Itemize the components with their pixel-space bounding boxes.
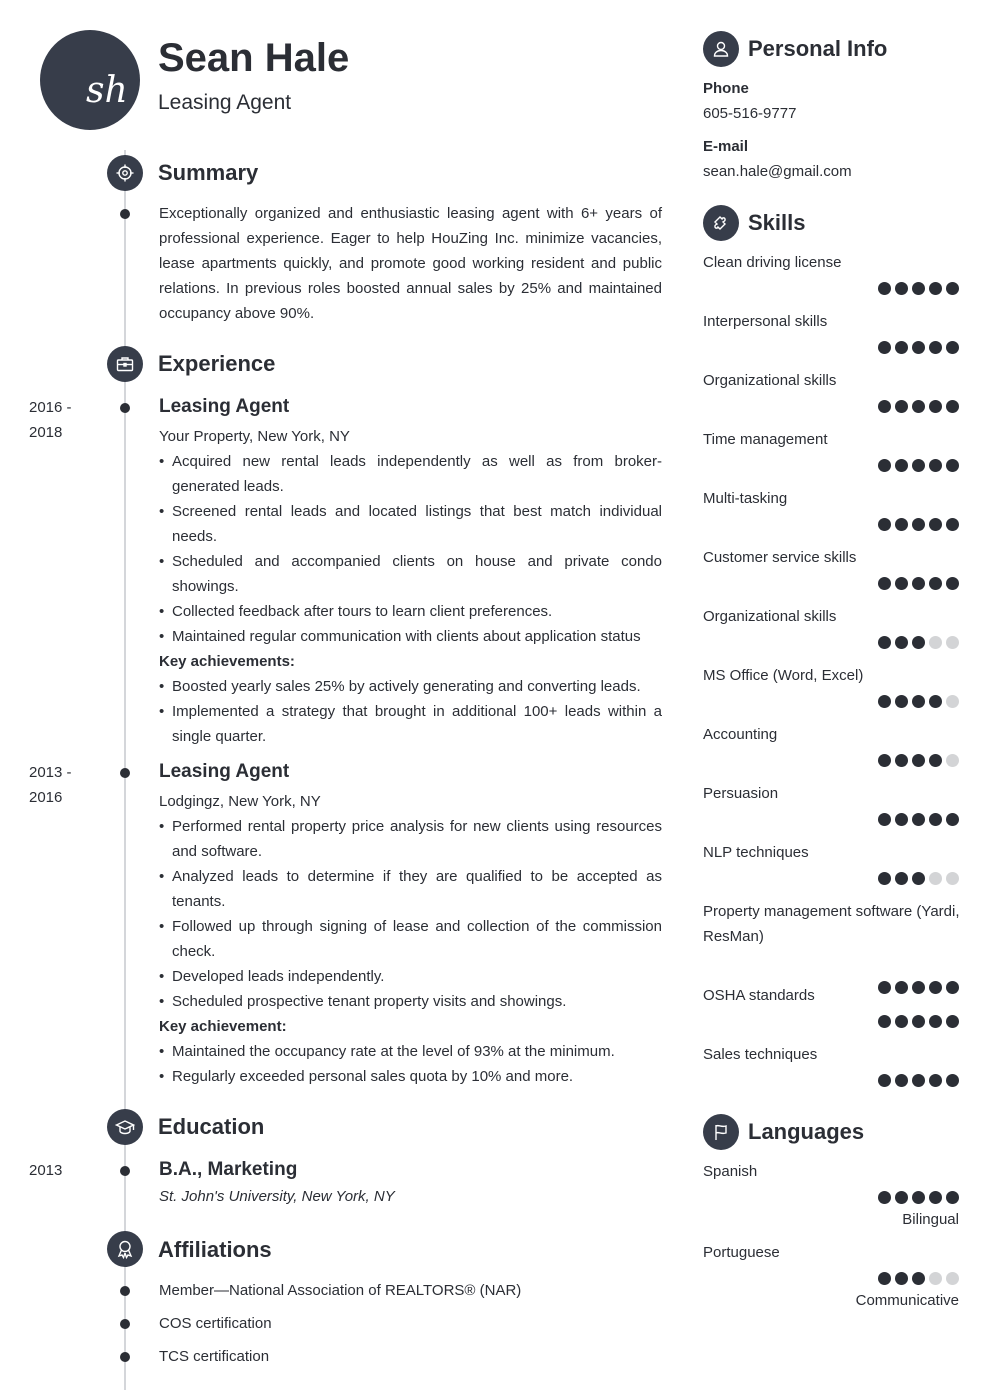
language-level: Bilingual xyxy=(902,1211,959,1228)
rating-dots xyxy=(878,813,959,826)
language-name: Spanish xyxy=(703,1163,758,1180)
target-icon xyxy=(107,155,143,191)
rating-dot-filled xyxy=(895,518,908,531)
summary-text: Exceptionally organized and enthusiastic leasing agent with 6+ years of professional experience. Eager to help HouZing Inc. minimize vacancies, lease apartments quickly, and promote good working resident and public relations. In previous roles boosted annual sales by 25% and maintained occupancy above 90%. xyxy=(159,205,662,322)
rating-dot-filled xyxy=(878,1191,891,1204)
job-details xyxy=(159,424,662,749)
avatar-initials: sh xyxy=(86,70,128,111)
rating-dot-filled xyxy=(878,754,891,767)
list-item: • Performed rental property price analysis for new clients using resources and software. xyxy=(159,814,662,864)
list-item: • Scheduled prospective tenant property visits and showings. xyxy=(159,989,662,1014)
job-date-start: 2016 - xyxy=(29,399,72,416)
achievements-heading: Key achievements: xyxy=(159,653,295,670)
rating-dot-filled xyxy=(878,872,891,885)
skill-name: OSHA standards xyxy=(703,987,815,1004)
section-title-skills: Skills xyxy=(748,210,806,235)
skill-name: NLP techniques xyxy=(703,844,809,861)
rating-dot-filled xyxy=(929,1015,942,1028)
rating-dot-filled xyxy=(912,341,925,354)
rating-dot-filled xyxy=(895,636,908,649)
list-item: • Screened rental leads and located listings that best match individual needs. xyxy=(159,499,662,549)
rating-dot-filled xyxy=(929,1074,942,1087)
rating-dot-filled xyxy=(929,400,942,413)
rating-dot-empty xyxy=(946,636,959,649)
rating-dot-filled xyxy=(946,1015,959,1028)
rating-dot-empty xyxy=(929,636,942,649)
avatar xyxy=(40,30,140,130)
rating-dot-empty xyxy=(929,1272,942,1285)
rating-dot-filled xyxy=(929,1191,942,1204)
timeline-dot xyxy=(120,1319,130,1329)
rating-dot-filled xyxy=(895,813,908,826)
rating-dot-filled xyxy=(912,577,925,590)
list-item: • Implemented a strategy that brought in additional 100+ leads within a single quarter. xyxy=(159,699,662,749)
job-role: Leasing Agent xyxy=(159,396,290,417)
rating-dots xyxy=(878,636,959,649)
rating-dot-filled xyxy=(895,695,908,708)
list-item: • Maintained regular communication with clients about application status xyxy=(159,624,662,649)
rating-dot-filled xyxy=(895,400,908,413)
rating-dot-filled xyxy=(929,695,942,708)
rating-dots xyxy=(878,459,959,472)
user-icon xyxy=(703,31,739,67)
language-name: Portuguese xyxy=(703,1244,780,1261)
list-item: • Maintained the occupancy rate at the level of 93% at the minimum. xyxy=(159,1039,662,1064)
rating-dot-filled xyxy=(946,577,959,590)
phone-value: 605-516-9777 xyxy=(703,105,797,122)
rating-dot-filled xyxy=(929,282,942,295)
section-title-summary: Summary xyxy=(158,160,259,185)
list-item: • Followed up through signing of lease and collection of the commission check. xyxy=(159,914,662,964)
job-date-end: 2018 xyxy=(29,424,63,441)
rating-dot-filled xyxy=(895,1015,908,1028)
job-date-start: 2013 - xyxy=(29,764,72,781)
rating-dot-filled xyxy=(946,1191,959,1204)
rating-dot-filled xyxy=(912,1272,925,1285)
rating-dots xyxy=(878,695,959,708)
list-item: • Analyzed leads to determine if they are qualified to be accepted as tenants. xyxy=(159,864,662,914)
rating-dots xyxy=(878,1272,959,1285)
rating-dots xyxy=(878,518,959,531)
briefcase-icon xyxy=(107,346,143,382)
rating-dot-filled xyxy=(895,282,908,295)
job-company: Lodgingz, New York, NY xyxy=(159,793,321,810)
list-item: • Boosted yearly sales 25% by actively generating and converting leads. xyxy=(159,674,662,699)
education-degree: B.A., Marketing xyxy=(159,1159,298,1180)
skill-name: Accounting xyxy=(703,726,778,743)
rating-dots xyxy=(878,1015,959,1028)
rating-dot-filled xyxy=(912,813,925,826)
rating-dot-filled xyxy=(929,341,942,354)
job-bullets xyxy=(159,449,662,649)
rating-dots xyxy=(878,1074,959,1087)
skill-name: Property management software (Yardi, ResMan) xyxy=(703,903,960,945)
candidate-name: Sean Hale xyxy=(158,36,350,80)
rating-dot-filled xyxy=(912,518,925,531)
rating-dot-filled xyxy=(929,813,942,826)
rating-dot-filled xyxy=(946,282,959,295)
timeline-dot xyxy=(120,209,130,219)
rating-dot-filled xyxy=(912,872,925,885)
rating-dot-filled xyxy=(878,695,891,708)
award-ribbon-icon xyxy=(107,1231,143,1267)
rating-dot-filled xyxy=(895,1191,908,1204)
language-level: Communicative xyxy=(855,1292,959,1309)
rating-dots xyxy=(878,341,959,354)
candidate-title: Leasing Agent xyxy=(158,91,292,114)
rating-dots xyxy=(878,400,959,413)
rating-dot-filled xyxy=(946,518,959,531)
rating-dot-filled xyxy=(912,754,925,767)
rating-dots xyxy=(878,754,959,767)
rating-dot-empty xyxy=(946,695,959,708)
flag-icon xyxy=(703,1114,739,1150)
rating-dot-empty xyxy=(929,872,942,885)
job-date-end: 2016 xyxy=(29,789,63,806)
rating-dot-filled xyxy=(878,341,891,354)
list-item: • Collected feedback after tours to learn client preferences. xyxy=(159,599,662,624)
rating-dot-filled xyxy=(912,695,925,708)
rating-dot-filled xyxy=(895,754,908,767)
list-item: • Regularly exceeded personal sales quota by 10% and more. xyxy=(159,1064,662,1089)
rating-dot-empty xyxy=(946,754,959,767)
job-date xyxy=(29,395,89,445)
timeline-dot xyxy=(120,1352,130,1362)
timeline-dot xyxy=(120,403,130,413)
rating-dot-filled xyxy=(946,813,959,826)
rating-dot-filled xyxy=(912,1191,925,1204)
skill-name: Organizational skills xyxy=(703,608,837,625)
affiliation-item: TCS certification xyxy=(159,1348,270,1365)
affiliation-item: COS certification xyxy=(159,1315,272,1332)
skill-name: Customer service skills xyxy=(703,549,857,566)
skill-name: Organizational skills xyxy=(703,372,837,389)
rating-dot-filled xyxy=(912,400,925,413)
section-title-experience: Experience xyxy=(158,351,276,376)
graduation-cap-icon xyxy=(107,1109,143,1145)
rating-dot-filled xyxy=(895,872,908,885)
rating-dot-filled xyxy=(878,813,891,826)
rating-dot-filled xyxy=(895,1074,908,1087)
email-label: E-mail xyxy=(703,138,749,155)
job-date xyxy=(29,760,89,810)
rating-dot-filled xyxy=(929,577,942,590)
rating-dots xyxy=(878,872,959,885)
rating-dot-filled xyxy=(895,577,908,590)
list-item: • Developed leads independently. xyxy=(159,964,662,989)
rating-dot-filled xyxy=(878,636,891,649)
rating-dot-empty xyxy=(946,872,959,885)
rating-dot-filled xyxy=(912,459,925,472)
list-item: • Scheduled and accompanied clients on house and private condo showings. xyxy=(159,549,662,599)
education-school: St. John's University, New York, NY xyxy=(159,1188,395,1205)
phone-label: Phone xyxy=(703,80,749,97)
puzzle-icon xyxy=(703,205,739,241)
education-date: 2013 xyxy=(29,1162,63,1179)
skill-name: Multi-tasking xyxy=(703,490,788,507)
rating-dot-filled xyxy=(929,459,942,472)
rating-dot-filled xyxy=(946,459,959,472)
rating-dot-filled xyxy=(878,400,891,413)
section-title-education: Education xyxy=(158,1114,265,1139)
rating-dot-filled xyxy=(929,754,942,767)
rating-dot-filled xyxy=(878,1074,891,1087)
rating-dot-filled xyxy=(878,459,891,472)
skill-name: Sales techniques xyxy=(703,1046,818,1063)
rating-dot-filled xyxy=(946,1074,959,1087)
timeline-dot xyxy=(120,1286,130,1296)
rating-dot-filled xyxy=(946,400,959,413)
rating-dot-empty xyxy=(946,1272,959,1285)
rating-dot-filled xyxy=(912,1074,925,1087)
rating-dot-filled xyxy=(929,518,942,531)
achievements-heading: Key achievement: xyxy=(159,1018,287,1035)
list-item: • Acquired new rental leads independently as well as from broker-generated leads. xyxy=(159,449,662,499)
rating-dot-filled xyxy=(946,341,959,354)
job-role: Leasing Agent xyxy=(159,761,290,782)
skill-name: Persuasion xyxy=(703,785,779,802)
skill-name: Time management xyxy=(703,431,828,448)
rating-dot-filled xyxy=(912,1015,925,1028)
achievement-bullets xyxy=(159,1039,662,1089)
skill-name: Interpersonal skills xyxy=(703,313,828,330)
timeline-dot xyxy=(120,768,130,778)
section-title-languages: Languages xyxy=(748,1119,865,1144)
achievement-bullets xyxy=(159,674,662,749)
job-bullets xyxy=(159,814,662,1014)
skill-name: MS Office (Word, Excel) xyxy=(703,667,864,684)
skill-name: Clean driving license xyxy=(703,254,842,271)
rating-dots xyxy=(878,1191,959,1204)
section-title-personal-info: Personal Info xyxy=(748,36,888,61)
rating-dot-filled xyxy=(912,636,925,649)
rating-dot-filled xyxy=(878,577,891,590)
rating-dot-filled xyxy=(878,1015,891,1028)
rating-dot-filled xyxy=(878,518,891,531)
rating-dots xyxy=(878,282,959,295)
job-company: Your Property, New York, NY xyxy=(159,428,350,445)
timeline-dot xyxy=(120,1166,130,1176)
rating-dot-filled xyxy=(878,1272,891,1285)
rating-dot-filled xyxy=(895,341,908,354)
affiliation-item: Member—National Association of REALTORS® (NAR) xyxy=(159,1282,522,1299)
rating-dots xyxy=(878,577,959,590)
rating-dot-filled xyxy=(912,282,925,295)
email-value: sean.hale@gmail.com xyxy=(703,163,852,180)
rating-dot-filled xyxy=(895,459,908,472)
section-title-affiliations: Affiliations xyxy=(158,1237,272,1262)
rating-dot-filled xyxy=(895,1272,908,1285)
rating-dot-filled xyxy=(878,282,891,295)
job-details xyxy=(159,789,662,1089)
